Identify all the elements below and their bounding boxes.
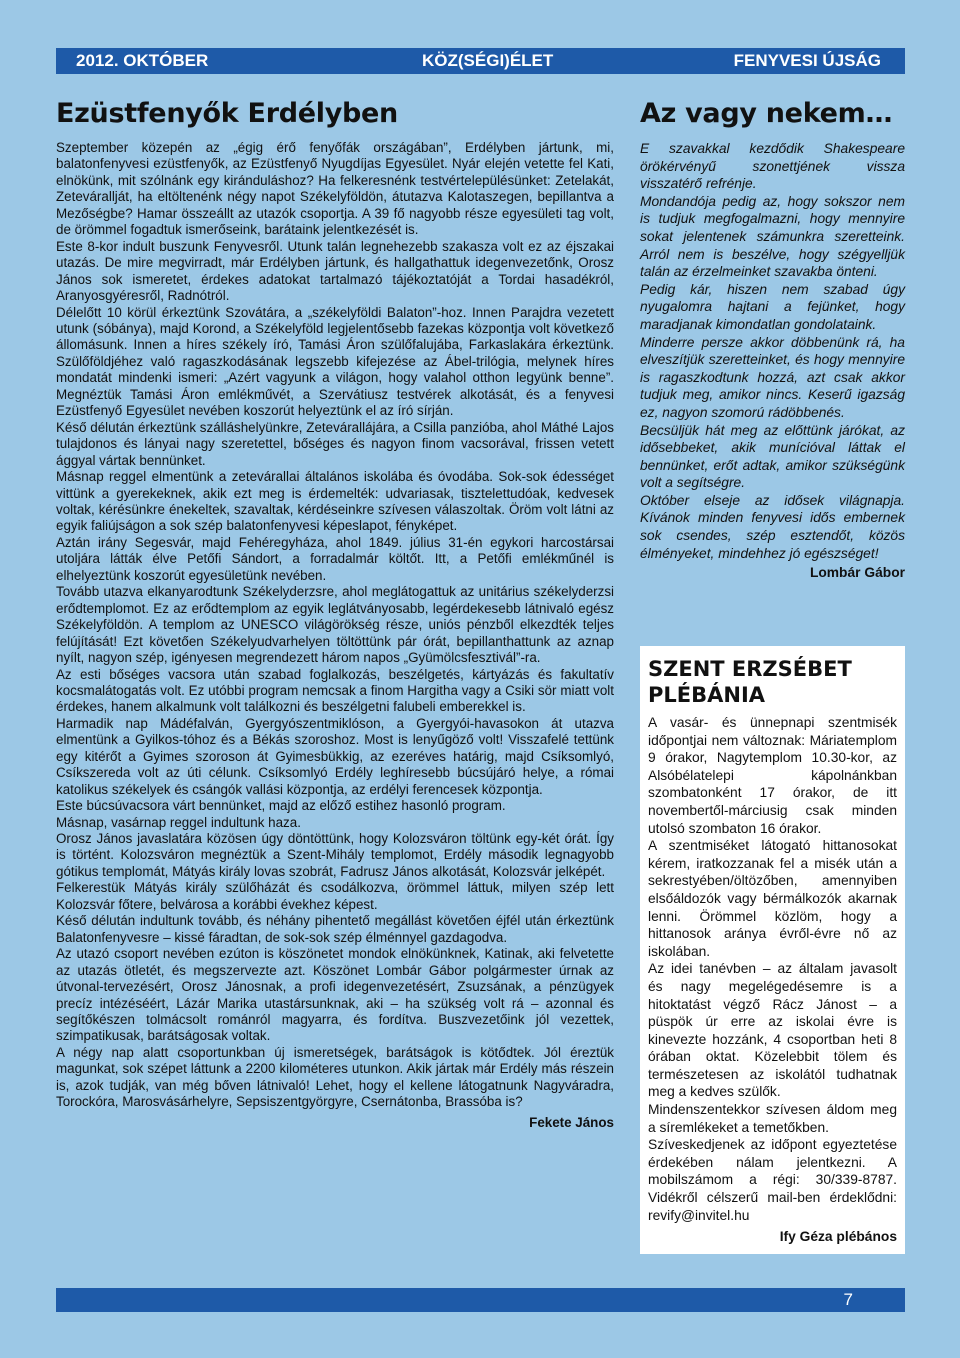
parish-paragraph: A vasár- és ünnepnapi szentmisék időpontjai nem változnak: Máriatemplom 9 órakor, Nagytemplom 10.30-kor, az Alsóbélatelepi kápolnánkban szombatonként 17 órakor, de itt novembertől-márciusig csak minden utolsó szombaton 16 órakor. — [648, 715, 897, 836]
article-signature: Fekete János — [529, 1114, 614, 1130]
side-paragraph: Becsüljük hát meg az előttünk járókat, az idősebbeket, akik munícióval láttak el bennünket, erőt adtak, amikor szükségünk volt a segítségre. — [640, 422, 905, 491]
article-paragraph: Orosz János javaslatára közösen úgy döntöttünk, hogy Kolozsváron töltünk egy-két órát. Így is történt. Kolozsváron megnéztük a Szent-Mihály templomot, Erdély második legnagyobb gótikus templomát, Mátyás király lovas szobrát, Fadrusz János alkotását, Kolozsvár jelképét. — [56, 831, 614, 879]
article-title: Ezüstfenyők Erdélyben — [56, 98, 398, 129]
side-article-title: Az vagy nekem… — [640, 98, 893, 129]
article-paragraph: Szeptember közepén az „égig érő fenyőfák országában”, Erdélyben jártunk, mi, balatonfenyvesi ezüstfenyők, az Ezüstfenyő Nyugdíjas Egyesület. Nyár elején vetette fel Kati, elnökünk, mit szólnánk egy kiránduláshoz? Ha felkeresnénk testvértelepülésünket: Zetelakát, Zetevárallját, ha eltöltenénk négy napot Székelyföldön, átutazva Kalotaszegen, bepillantva a Mezőségbe? Hamar összeállt az utazók csoportja. A 39 fő nagyobb része egyesületi tag volt, de örömmel fogadtuk ismerőseink, barátaink jelentkezését is. — [56, 140, 614, 238]
parish-paragraph: Az idei tanévben – az általam javasolt és nagy megelégedésemre is a hitoktatást végző Rácz Jánost – a püspök úr erre az iskolai évre is kinevezte hozzánk, 4 csoportban heti 8 órában oktat. Közelebbit tölem és természetesen az iskolától tudhatnak meg a kedves szülők. — [648, 961, 897, 1100]
side-paragraph: Pedig kár, hiszen nem szabad úgy nyugalomra hajtani a fejünket, hogy maradjanak kimondatlan gondolataink. — [640, 281, 905, 332]
parish-title-line: SZENT ERZSÉBET — [648, 657, 852, 681]
article-paragraph: Az utazó csoport nevében ezúton is köszönetet mondok elnökünknek, Katinak, aki felvetette az utazás ötletét, és megszervezte azt. Köszönet Lombár Gábor polgármester úrnak az útvonal-tervezésért, Orosz Jánosnak, a profi idegenvezetésért, Zsuzsának, a pénzügyek precíz intézéséért, Lázár Marika utastársunknak, aki – ha szükség volt rá – azonnal és segítőkészen tolmácsolt románról magyarra, és fordítva. Buszvezetőink jól vezettek, szimpatikusak, barátságosak voltak. — [56, 946, 614, 1044]
side-signature: Lombár Gábor — [809, 565, 905, 581]
publication-name: FENYVESI ÚJSÁG — [733, 51, 881, 70]
side-article-body — [640, 140, 905, 582]
article-paragraph: A négy nap alatt csoportunkban új ismeretségek, barátságok is kötődtek. Jól éreztük magunkat, sok szépet láttunk a 2200 kilométeres utunkon. Akik jártak már Erdély más részein is, azok tudják, van még bőven látnivaló! Lehet, hogy el kellene látogatnunk Nagyváradra, Torockóra, Marosvásárhelyre, Sepsiszentgyörgyre, Csernátonba, Brassóba is? — [56, 1044, 614, 1110]
parish-title — [648, 656, 897, 708]
side-paragraph: Minderre persze akkor döbbenünk rá, ha elveszítjük szeretteinket, és hogy mennyire is ragaszkodtunk hozzá, azt csak akkor tudjuk meg, amikor nincs. Keserű igazság ez, nagyon szomorú rádöbbenés. — [640, 334, 905, 420]
side-paragraph: Október elseje az idősek világnapja. Kívánok minden fenyvesi idős embernek sok csendes, szép esztendőt, közös élményeket, mindehhez jó egészséget! — [640, 492, 905, 561]
side-paragraph: E szavakkal kezdődik Shakespeare örökérvényű szonettjének vissza visszatérő refrénje. — [640, 141, 905, 192]
page-number: 7 — [843, 1290, 853, 1309]
article-paragraph: Este búcsúvacsora várt bennünket, majd az előző estihez hasonló program. — [56, 798, 506, 814]
article-paragraph: Aztán irány Segesvár, majd Fehéregyháza, ahol 1849. július 31-én egykori harcostársai utoljára látták élve Petőfi Sándort, a forradalmár költőt. Itt, a Petőfi emlékműnél is elhelyeztünk koszorút egyesületünk nevében. — [56, 534, 614, 583]
parish-title-line: PLÉBÁNIA — [648, 683, 766, 707]
parish-paragraph: Mindenszentekkor szívesen áldom meg a síremlékeket a temetőkben. — [648, 1102, 897, 1135]
article-paragraph: Késő délután indultunk tovább, és néhány pihentető megállást követően éjfél után érkeztünk Balatonfenyvesre – kissé fáradtan, de sok-sok szép élménnyel gazdagodva. — [56, 913, 614, 945]
parish-paragraph: Szíveskedjenek az időpont egyeztetése érdekében nálam jelentkezni. A mobilszámom a régi: 30/339-8787. Vidékről célszerű mail-ben érdeklődni: revify@invitel.hu — [648, 1137, 897, 1223]
article-paragraph: Az esti bőséges vacsora után szabad foglalkozás, beszélgetés, kártyázás és fakultatív kocsmalátogatás volt. Ez utóbbi program nemcsak a finom Hargitha vagy a Csiki sör miatt volt érdekes, hanem alkalmunk volt találkozni és beszélgetni falubeli emberekkel is. — [56, 666, 614, 715]
article-paragraph: Felkerestük Mátyás király szülőházát és csodálkozva, örömmel láttuk, milyen szép lett Kolozsvár főtere, belvárosa a korábbi évekhez képest. — [56, 880, 614, 912]
article-body — [56, 140, 614, 1131]
section-name: KÖZ(SÉGI)ÉLET — [422, 51, 554, 70]
article-paragraph: Másnap, vasárnap reggel indultunk haza. — [56, 814, 301, 830]
article-paragraph: Délelőtt 10 körül érkeztünk Szovátára, a „székelyföldi Balaton”-hoz. Innen Parajdra vezetett utunk (sóbánya), majd Korond, a Székelyföld legjelentősebb fazekas központja volt következő állomásunk. Innen a híres székely író, Tamási Áron szülőfalujába, Farkaslakára érkeztünk. Szülőföldjéhez való ragaszkodásának legszebb kifejezése az Ábel-trilógia, melynek híres mondatát mindenki ismeri: „Azért vagyunk a világon, hogy valahol otthon legyünk benne”. Megnéztük Tamási Áron emlékművét, a Szervátiusz testvérek alkotását, és a fenyvesi Ezüstfenyő Egyesület nevében koszorút helyeztünk el az író sírján. — [56, 304, 614, 419]
article-paragraph: Este 8-kor indult buszunk Fenyvesről. Utunk talán legnehezebb szakasza volt ez az éjszakai utazás. De mire megvirradt, már Erdélyben jártunk, és hallgathattuk idegenvezetőnk, Orosz János sok ismeretet, érdekes adatokat tartalmazó tájékoztatóját a Tordai hasadékról, Aranyosgyéresről, Radnótról. — [56, 238, 614, 304]
parish-body — [648, 714, 897, 1246]
footer-bar — [56, 1288, 905, 1312]
issue-date: 2012. OKTÓBER — [76, 51, 209, 70]
header-bar — [56, 48, 905, 74]
article-paragraph: Másnap reggel elmentünk a zetevárallai általános iskolába és óvodába. Sok-sok édességet vittünk a gyerekeknek, akik ezt meg is érdemelték: udvariasak, tisztelettudóak, kedvesek voltak, kérésünkre énekeltek, szavaltak, kérdéseinkre szívesen válaszoltak. Öröm volt látni az egyik faliújságon a sok szép balatonfenyvesi képeslapot, fényképet. — [56, 469, 614, 534]
article-paragraph: Tovább utazva elkanyarodtunk Székelyderzsre, ahol meglátogattuk az unitárius székelyderzsi erődtemplomot. Ez az erődtemplom az egyik leglátványosabb, legérdekesebb látnivaló egész Székelyföldön. A templom az UNESCO világörökség része, uniós pénzből elkezdték teljes felújítását! Ezt követően Székelyudvarhelyen töltöttünk pár órát, bepillanthattunk az aznap nyílt, nagyon szép, igényesen megrendezett három napos „Gyümölcsfesztivál”-ra. — [56, 584, 614, 666]
article-paragraph: Harmadik nap Mádéfalván, Gyergyószentmiklóson, a Gyergyói-havasokon át utazva elmentünk a Gyilkos-tóhoz és a Békás szoroshoz. Most is lenyűgöző volt! Visszafelé tettünk egy kitérőt a Gyimes szoroson át Gyimesbükkig, az ezeréves határig, majd Csíksomlyó, Csíkszereda volt az úti célunk. Csíksomlyó Erdély leghíresebb búcsújáró helye, a római katolikus székelyek és csángók vallási központja, az erdélyi ferencesek központja. — [56, 715, 614, 797]
parish-paragraph: A szentmiséket látogató hittanosokat kérem, iratkozzanak fel a misék után a sekrestyében/öltözőben, amennyiben elsőáldozók vagy bérmálkozók akarnak lenni. Örömmel közlöm, hogy a hittanosok aránya évről-évre nő az iskolában. — [648, 838, 897, 959]
parish-signature: Ify Géza plébános — [779, 1229, 897, 1245]
side-paragraph: Mondandója pedig az, hogy sokszor nem is tudjuk megfogalmazni, hogy mennyire sokat jelentenek számunkra szeretteink. Arról nem is beszélve, hogy szégyelljük talán az érzelmeinket szavakba önteni. — [640, 193, 905, 280]
parish-notice-box — [640, 646, 905, 1254]
article-paragraph: Késő délután érkeztünk szálláshelyünkre, Zetevárallájára, a Csilla panzióba, ahol Máthé Lajos tulajdonos és lányai nagy szeretettel, bőséges és nagyon finom vacsorával, frissen vetett ággyal vártak bennünket. — [56, 419, 614, 468]
